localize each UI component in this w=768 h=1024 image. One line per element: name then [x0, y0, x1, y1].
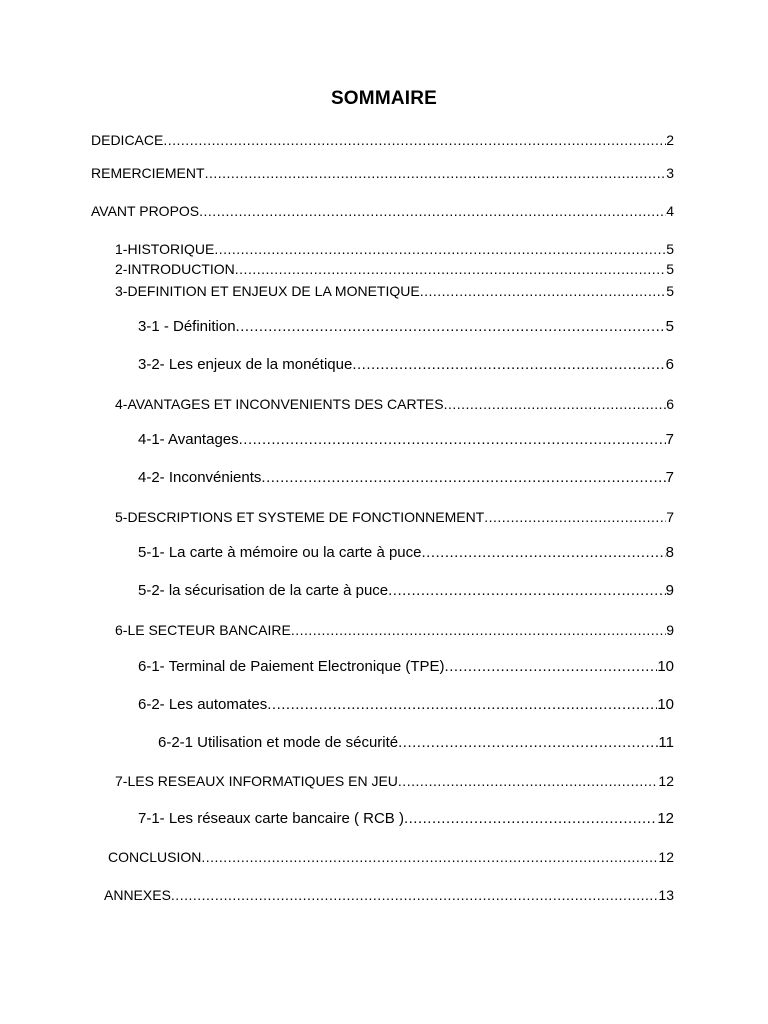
toc-number: 2- — [115, 261, 128, 277]
toc-entry-3-1 — [138, 318, 674, 336]
toc-entry-3-2 — [138, 356, 674, 374]
toc-number: 1- — [115, 241, 128, 257]
toc-leader-dots — [239, 431, 666, 449]
toc-page-number: 8 — [665, 544, 674, 561]
toc-leader-dots — [398, 734, 658, 752]
toc-page-number: 7 — [665, 469, 674, 486]
toc-leader-dots — [444, 395, 667, 413]
toc-page-number: 7 — [666, 509, 674, 525]
toc-label: 4-1- Avantages — [138, 431, 239, 448]
toc-entry-7-1 — [138, 810, 674, 828]
toc-entry-annexes — [104, 886, 674, 904]
toc-label: 5-1- La carte à mémoire ou la carte à puce — [138, 544, 422, 561]
toc-label: CONCLUSION — [108, 849, 202, 865]
toc-label: DEDICACE — [91, 132, 164, 148]
toc-entry-4-1 — [138, 431, 674, 449]
toc-label: LE SECTEUR BANCAIRE — [127, 622, 291, 638]
toc-leader-dots — [352, 356, 665, 374]
toc-label: ANNEXES — [104, 887, 171, 903]
toc-leader-dots — [235, 260, 666, 278]
toc-number: 4- — [115, 396, 128, 412]
toc-page-number: 5 — [665, 318, 674, 335]
toc-label: 7-1- Les réseaux carte bancaire ( RCB ) — [138, 810, 404, 827]
toc-entry-descriptions — [115, 508, 674, 526]
toc-page-number: 4 — [666, 203, 674, 219]
toc-leader-dots — [261, 469, 665, 487]
toc-label: HISTORIQUE — [127, 241, 215, 257]
toc-page-number: 13 — [658, 887, 674, 903]
toc-label: 6-1- Terminal de Paiement Electronique (TPE) — [138, 658, 445, 675]
toc-label: 6-2- Les automates — [138, 696, 268, 713]
toc-entry-dedicace — [91, 131, 674, 149]
toc-label: DESCRIPTIONS ET SYSTEME DE FONCTIONNEMENT — [127, 509, 485, 525]
toc-leader-dots — [484, 508, 666, 526]
toc-leader-dots — [388, 582, 666, 600]
toc-entry-5-1 — [138, 544, 674, 562]
toc-leader-dots — [171, 886, 659, 904]
toc-label: INTRODUCTION — [127, 261, 235, 277]
toc-leader-dots — [214, 240, 666, 258]
toc-label: AVANT PROPOS — [91, 203, 200, 219]
toc-page-number: 12 — [658, 773, 674, 789]
toc-label: 4-2- Inconvénients — [138, 469, 262, 486]
toc-entry-avantages-inconvenients — [115, 395, 674, 413]
toc-number: 3- — [115, 283, 128, 299]
toc-number: 5- — [115, 509, 128, 525]
toc-entry-6-1 — [138, 658, 674, 676]
toc-leader-dots — [201, 848, 658, 866]
toc-entry-secteur-bancaire — [115, 621, 674, 639]
toc-page-number: 9 — [666, 622, 674, 638]
toc-leader-dots — [445, 658, 658, 676]
toc-label: 3-2- Les enjeux de la monétique — [138, 356, 353, 373]
toc-leader-dots — [398, 772, 659, 790]
toc-entry-4-2 — [138, 469, 674, 487]
toc-label: LES RESEAUX INFORMATIQUES EN JEU — [127, 773, 398, 789]
toc-leader-dots — [267, 696, 657, 714]
toc-leader-dots — [236, 318, 666, 336]
page-title: SOMMAIRE — [330, 88, 438, 109]
toc-leader-dots — [291, 621, 666, 639]
toc-page-number: 7 — [665, 431, 674, 448]
toc-page-number: 6 — [666, 396, 674, 412]
toc-label: 3-1 - Définition — [138, 318, 236, 335]
toc-page-number: 2 — [666, 132, 674, 148]
toc-entry-6-2 — [138, 696, 674, 714]
toc-entry-definition-enjeux — [115, 282, 674, 300]
toc-page-number: 6 — [665, 356, 674, 373]
toc-leader-dots — [421, 544, 665, 562]
toc-page-number: 11 — [658, 734, 674, 751]
toc-page-number: 3 — [666, 165, 674, 181]
toc-entry-avant-propos — [91, 202, 674, 220]
toc-leader-dots — [420, 282, 667, 300]
toc-label: AVANTAGES ET INCONVENIENTS DES CARTES — [127, 396, 444, 412]
toc-page-number: 12 — [658, 849, 674, 865]
toc-page-number: 5 — [666, 283, 674, 299]
toc-label: 6-2-1 Utilisation et mode de sécurité — [158, 734, 399, 751]
toc-page-number: 10 — [657, 696, 674, 713]
toc-leader-dots — [199, 202, 666, 220]
toc-entry-5-2 — [138, 582, 674, 600]
toc-page-number: 9 — [665, 582, 674, 599]
toc-page-number: 5 — [666, 241, 674, 257]
toc-leader-dots — [404, 810, 657, 828]
toc-label: REMERCIEMENT — [91, 165, 205, 181]
toc-entry-reseaux — [115, 772, 674, 790]
toc-label: DEFINITION ET ENJEUX DE LA MONETIQUE — [127, 283, 420, 299]
toc-page-number: 5 — [666, 261, 674, 277]
toc-number: 6- — [115, 622, 128, 638]
toc-entry-historique — [115, 240, 674, 258]
toc-leader-dots — [205, 164, 667, 182]
toc-entry-introduction — [115, 260, 674, 278]
toc-entry-6-2-1 — [158, 734, 674, 752]
toc-entry-remerciement — [91, 164, 674, 182]
toc-label: 5-2- la sécurisation de la carte à puce — [138, 582, 389, 599]
toc-page-number: 10 — [657, 658, 674, 675]
toc-entry-conclusion — [108, 848, 674, 866]
toc-page-number: 12 — [657, 810, 674, 827]
toc-number: 7- — [115, 773, 128, 789]
toc-leader-dots — [163, 131, 666, 149]
